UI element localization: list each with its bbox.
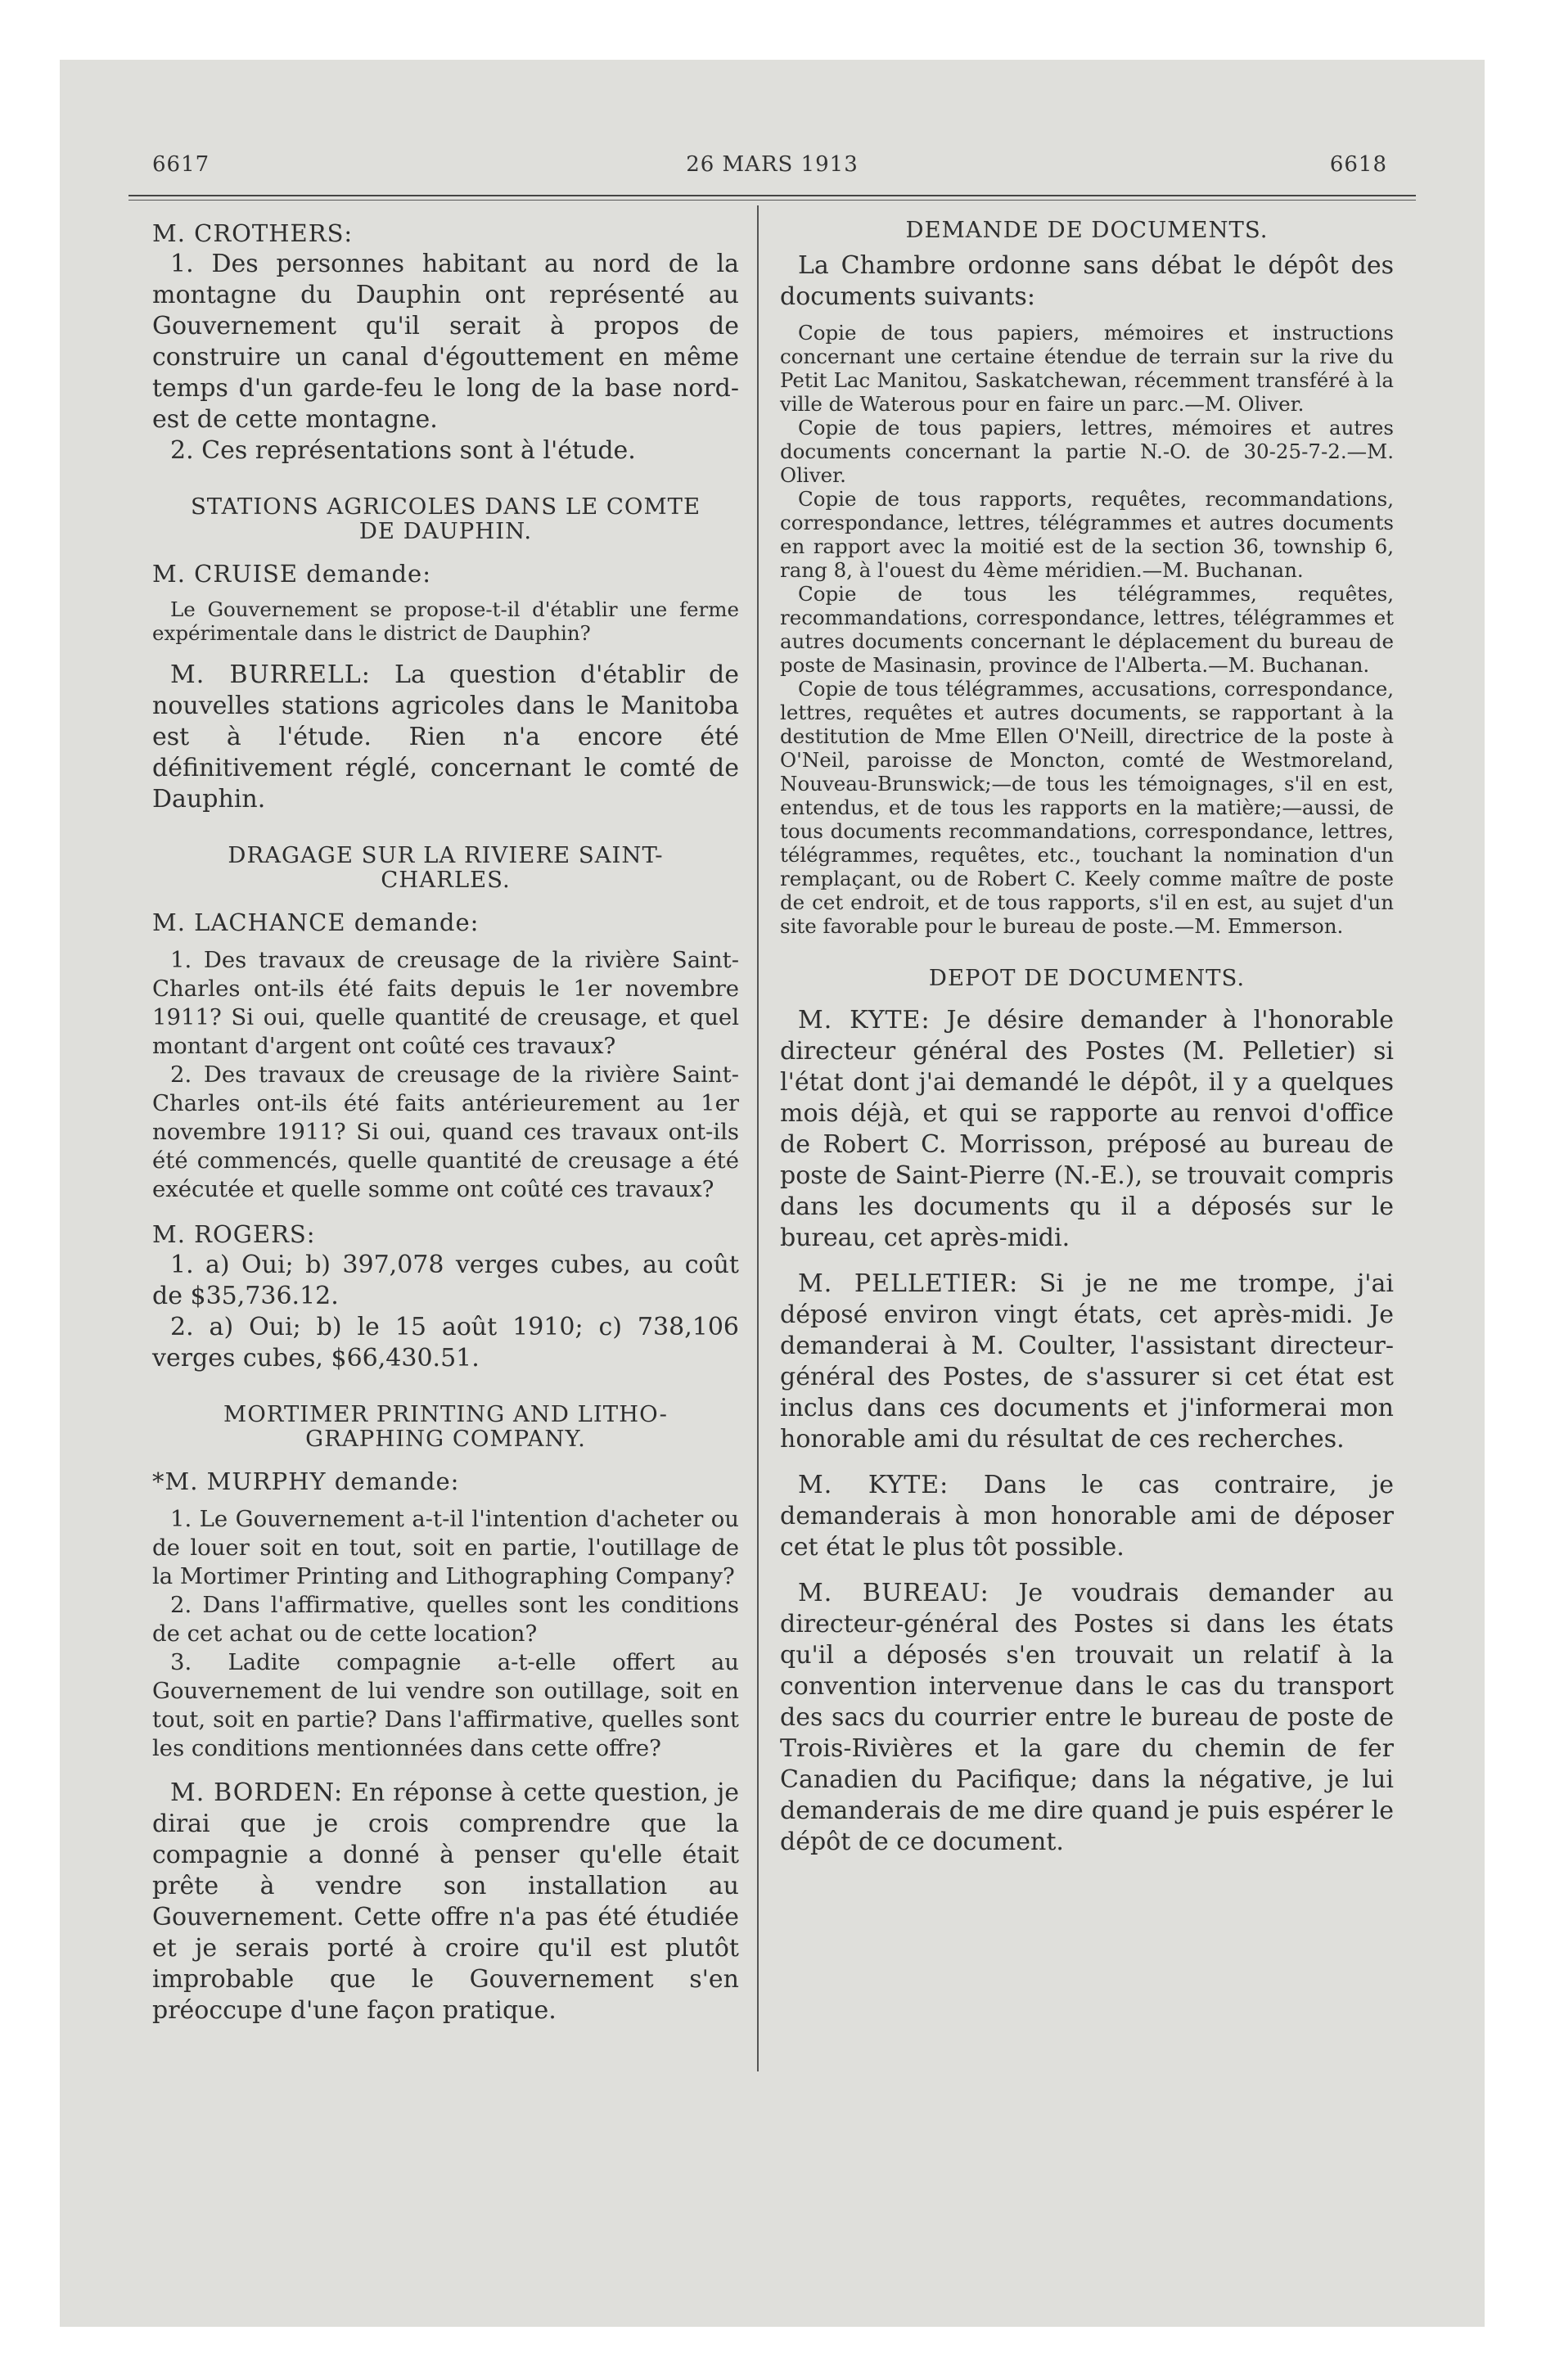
bureau-statement-text: Je voudrais demander au directeur-général des Postes si dans les états qu'il a déposés s'en trouvait un relatif à la convention intervenue dans le cas du transport des sacs du courrier entre le bureau de poste de Trois-Rivières et la gare du chemin de fer Canadien du Pacifique; dans la négative, je lui demanderais de me dire quand je puis espérer le dépôt de ce document.	[780, 1579, 1394, 1856]
speaker-bureau: M. BUREAU:	[798, 1579, 989, 1607]
speaker-kyte: M. KYTE:	[798, 1471, 949, 1499]
kyte-statement-1-text: Je désire demander à l'honorable directeur général des Postes (M. Pelletier) si l'état dont j'ai demandé le dépôt, il y a quelques mois déjà, et qui se rapporte au renvoi d'office de Robert C. Morrisson, préposé au bureau de poste de Saint-Pierre (N.-E.), se trouvait compris dans les documents qu il a déposés sur le bureau, cet après-midi.	[780, 1006, 1395, 1252]
document-request-3: Copie de tous rapports, requêtes, recommandations, correspondance, lettres, télégrammes et autres documents en rapport avec la moitié est de la section 36, township 6, rang 8, à l'ouest du 4ème méridien.—M. Buchanan.	[780, 487, 1394, 582]
header-rule-thin	[128, 200, 1416, 201]
murphy-question-3: 3. Ladite compagnie a-t-elle offert au Gouvernement de lui vendre son outillage, soit en tout, soit en partie? Dans l'affirmative, quelles sont les conditions mentionnées dans cette offre?	[152, 1649, 739, 1761]
kyte-statement-1	[780, 1005, 1394, 1254]
section-heading-demande: DEMANDE DE DOCUMENTS.	[905, 217, 1269, 243]
speaker-burrell: M. BURRELL:	[170, 660, 371, 689]
section-heading-mortimer	[152, 1402, 739, 1451]
rogers-answer-1: 1. a) Oui; b) 397,078 verges cubes, au coût de $35,736.12.	[152, 1251, 739, 1310]
speaker-murphy: *M. MURPHY demande:	[152, 1467, 460, 1495]
murphy-question-2: 2. Dans l'affirmative, quelles sont les conditions de cet achat ou de cette location?	[152, 1592, 739, 1647]
murphy-question-1: 1. Le Gouvernement a-t-il l'intention d'acheter ou de louer soit en tout, soit en partie, l'outillage de la Mortimer Printing and Lithographing Company?	[152, 1506, 739, 1589]
burrell-answer-text: La question d'établir de nouvelles stations agricoles dans le Manitoba est à l'étude. Rien n'a encore été définitivement réglé, concernant le comté de Dauphin.	[152, 660, 739, 814]
borden-answer-text: En réponse à cette question, je dirai que je crois comprendre que la compagnie a donné à penser qu'elle était prête à vendre son installation au Gouvernement. Cette offre n'a pas été étudiée et je serais porté à croire qu'il est plutôt improbable que le Gouvernement s'en préoccupe d'une façon pratique.	[152, 1778, 739, 2025]
scanned-page	[60, 60, 1485, 2327]
bureau-statement	[780, 1578, 1394, 1858]
header-rule	[128, 195, 1416, 196]
demande-intro: La Chambre ordonne sans débat le dépôt des documents suivants:	[780, 251, 1394, 311]
section-heading-stations	[152, 494, 739, 543]
section-heading-dragage	[152, 843, 739, 892]
speaker-cruise: M. CRUISE demande:	[152, 560, 431, 588]
page-number-left: 6617	[152, 152, 210, 177]
right-column	[780, 218, 1394, 1858]
document-request-5: Copie de tous télégrammes, accusations, correspondance, lettres, requêtes et autres documents, se rapportant à la destitution de Mme Ellen O'Neill, directrice de la poste à O'Neil, paroisse de Moncton, comté de Westmoreland, Nouveau-Brunswick;—de tous les témoignages, s'il en est, entendus, et de tous les rapports en la matière;—aussi, de tous documents recommandations, correspondance, lettres, télégrammes, requêtes, etc., touchant la nomination d'un remplaçant, ou de Robert C. Keely comme maître de poste de cet endroit, et de tous rapports, s'il en est, au sujet d'un site favorable pour le bureau de poste.—M. Emmerson.	[780, 677, 1394, 938]
speaker-borden: M. BORDEN:	[170, 1778, 344, 1807]
crothers-answer-2: 2. Ces représentations sont à l'étude.	[170, 436, 636, 465]
burrell-answer	[152, 660, 739, 815]
kyte-statement-2-text: Dans le cas contraire, je demanderais à mon honorable ami de déposer cet état le plus tôt possible.	[780, 1471, 1394, 1562]
speaker-lachance: M. LACHANCE demande:	[152, 908, 480, 936]
heading-line-1: STATIONS AGRICOLES DANS LE COMTE	[190, 494, 701, 520]
cruise-question: Le Gouvernement se propose-t-il d'établir une ferme expérimentale dans le district de Dauphin?	[152, 597, 739, 645]
page-number-right: 6618	[1329, 152, 1387, 177]
page-date: 26 MARS 1913	[686, 152, 859, 177]
crothers-answer-1: 1. Des personnes habitant au nord de la montagne du Dauphin ont représenté au Gouvernement qu'il serait à propos de construire un canal d'égouttement en même temps d'un garde-feu le long de la base nord-est de cette montagne.	[152, 250, 739, 434]
heading-line-1: DRAGAGE SUR LA RIVIERE SAINT-	[228, 842, 664, 868]
heading-line-1: MORTIMER PRINTING AND LITHO-	[223, 1401, 668, 1427]
speaker-pelletier: M. PELLETIER:	[798, 1269, 1019, 1298]
lachance-question-2: 2. Des travaux de creusage de la rivière Saint-Charles ont-ils été faits antérieurement au 1er novembre 1911? Si oui, quand ces travaux ont-ils été commencés, quelle quantité de creusage a été exécutée et quelle somme ont coûté ces travaux?	[152, 1062, 739, 1202]
heading-line-2: DE DAUPHIN.	[358, 518, 533, 544]
borden-answer	[152, 1778, 739, 2026]
pelletier-statement	[780, 1269, 1394, 1455]
speaker-crothers: M. CROTHERS:	[152, 219, 354, 247]
kyte-statement-2	[780, 1470, 1394, 1563]
heading-line-2: CHARLES.	[381, 867, 511, 893]
pelletier-statement-text: Si je ne me trompe, j'ai déposé environ vingt états, cet après-midi. Je demanderai à M. Coulter, l'assistant directeur-général des Postes, de s'assurer si cet état est inclus dans ces documents et j'informerai mon honorable ami du résultat de ces recherches.	[780, 1269, 1394, 1454]
document-request-1: Copie de tous papiers, mémoires et instructions concernant une certaine étendue de terrain sur la rive du Petit Lac Manitou, Saskatchewan, récemment transféré à la ville de Waterous pour en faire un parc.—M. Oliver.	[780, 321, 1394, 416]
speaker-rogers: M. ROGERS:	[152, 1220, 316, 1248]
speaker-kyte: M. KYTE:	[798, 1006, 931, 1034]
left-column	[152, 218, 739, 2026]
section-heading-depot: DEPOT DE DOCUMENTS.	[928, 965, 1246, 991]
document-request-2: Copie de tous papiers, lettres, mémoires et autres documents concernant la partie N.-O. de 30-25-7-2.—M. Oliver.	[780, 416, 1394, 487]
column-separator	[757, 205, 759, 2071]
heading-line-2: GRAPHING COMPANY.	[305, 1426, 586, 1452]
document-request-4: Copie de tous les télégrammes, requêtes, recommandations, correspondance, lettres, télégrammes et autres documents concernant le déplacement du bureau de poste de Masinasin, province de l'Alberta.—M. Buchanan.	[780, 582, 1394, 677]
rogers-answer-2: 2. a) Oui; b) le 15 août 1910; c) 738,106 verges cubes, $66,430.51.	[152, 1313, 739, 1373]
lachance-question-1: 1. Des travaux de creusage de la rivière Saint-Charles ont-ils été faits depuis le 1er novembre 1911? Si oui, quelle quantité de creusage, et quel montant d'argent ont coûté ces travaux?	[152, 947, 739, 1059]
